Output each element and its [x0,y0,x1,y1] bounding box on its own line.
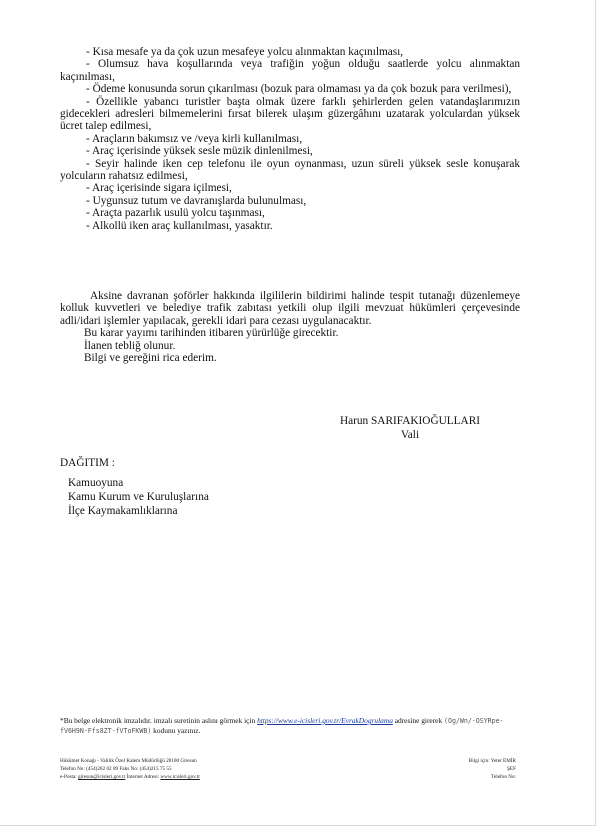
list-item: - Seyir halinde iken cep telefonu ile oyun oynanması, uzun süreli yüksek sesle konuşarak yolcuların rahatsız edilmesi, [60,157,520,183]
esignature-text: kodunu yazınız. [153,726,201,735]
effective-date-paragraph: Bu karar yayımı tarihinden itibaren yürürlüğe girecektir. [84,327,339,340]
distribution-block [60,456,209,518]
list-item: - Uygunsuz tutum ve davranışlarda bulunulması, [86,194,307,207]
footer-info [396,757,516,782]
footer-phones: Telefon No: (454)282 02 89 Faks No: (454)215 75 55 [60,766,172,773]
list-item: - Olumsuz hava koşullarında veya trafiğin yoğun olduğu saatlerde yolcu alınmaktan kaçınılması, [60,58,520,83]
signatory-title: Vali [400,429,420,441]
verification-link[interactable]: https://www.e-icisleri.gov.tr/EvrakDogrulama [257,716,393,725]
enforcement-paragraph: Aksine davranan şoförler hakkında ilgililerin bildirimi halinde tespit tutanağı düzenlemeye kolluk kuvvetleri ve belediye trafik zabıtası yetkili olup ilgili mevzuat hükümleri çerçevesinde adli/idari işlemler yapılacak, gerekli idari para cezası uygulanacaktır. [60,290,520,327]
info-contact: Bilgi için: Yeter EMİR [468,758,516,764]
distribution-heading: DAĞITIM : [60,457,115,469]
prohibited-practices-list [60,46,520,232]
email-link[interactable]: giresun@icisleri.gov.tr [78,774,126,781]
footer-contact [60,757,360,782]
list-item: - Araç içerisinde yüksek sesle müzik dinlenilmesi, [86,145,313,158]
announcement-paragraph: İlanen tebliğ olunur. [84,339,176,352]
list-item: - Ödeme konusunda sorun çıkarılması (bozuk para olmaması ya da çok bozuk para verilmesi), [86,83,512,96]
info-role: ŞEF [507,766,516,773]
verification-code: (Og/Wn/-OSYRpe-fV6H9N-Ffs8ZT-fVToFKWB) [60,717,504,735]
email-label: e-Posta: [60,774,77,781]
list-item: - Alkollü iken araç kullanılması, yasaktır. [86,219,273,232]
list-item: - Araçların bakımsız ve /veya kirli kullanılması, [86,132,303,145]
web-link[interactable]: www.icisleri.gov.tr [160,774,200,781]
esignature-text: adresine girerek [394,716,443,725]
distribution-recipient: Kamu Kurum ve Kuruluşlarına [68,491,209,503]
web-label: İnternet Adresi: [126,774,160,781]
list-item: - Araç içerisinde sigara içilmesi, [86,182,232,195]
signatory-name: Harun SARIFAKIOĞULLARI [339,415,481,427]
footer-address: Hükümet Konağı - Valilik Özel Kalem Müdürlüğü 28100 Giresun [60,758,197,764]
list-item: - Araçta pazarlık usulü yolcu taşınması, [86,207,265,220]
distribution-recipient: Kamuoyuna [68,477,124,489]
esignature-text: *Bu belge elektronik imzalıdır. imzalı suretinin aslını görmek için [60,716,256,725]
esignature-note [60,716,520,736]
decision-paragraphs [60,290,520,364]
request-paragraph: Bilgi ve gereğini rica ederim. [84,352,217,365]
info-phone: Telefon No: [491,774,516,781]
distribution-recipient: İlçe Kaymakamlıklarına [68,505,178,517]
signature-block [330,414,490,442]
list-item: - Kısa mesafe ya da çok uzun mesafeye yolcu alınmaktan kaçınılması, [86,46,404,58]
footer-online [60,773,360,781]
list-item: - Özellikle yabancı turistler başta olmak üzere farklı şehirlerden gelen vatandaşlarımızın gidecekleri adresleri bilmemelerini fırsat bilerek ulaşım güzergâhını uzatarak yolculardan yüksek ücret talep edilmesi, [60,95,520,133]
